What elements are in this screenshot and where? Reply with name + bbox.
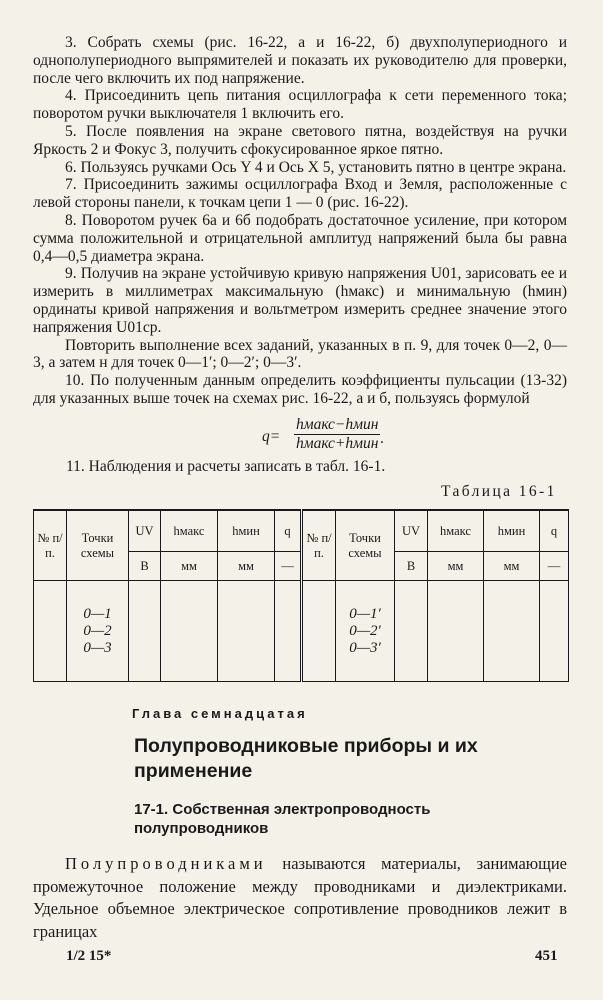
item-10: 10. По полученным данным определить коэффициенты пульсации (13-32) для указанных выше точек на схемах рис. 16-22, а и б, пользуясь формулой: [33, 372, 568, 407]
observation-table: [33, 509, 569, 682]
instruction-list: [33, 34, 567, 408]
body-paragraph: Полупроводниками называются материалы, занимающие промежуточное положение между проводниками и диэлектриками. Удельное объемное электрическое сопротивление проводников лежит в границах: [33, 854, 567, 941]
formula-numerator: hмакс−hмин: [296, 416, 379, 433]
section-title: 17-1. Собственная электропроводность полупроводников: [134, 801, 431, 837]
item-5: 5. После появления на экране светового пятна, воздействуя на ручки Яркость 2 и Фокус 3, получить сфокусированное яркое пятно.: [33, 122, 567, 158]
signature-mark: 1/2 15*: [66, 948, 112, 964]
item-6: 6. Пользуясь ручками Ось Y 4 и Ось X 5, установить пятно в центре экрана.: [65, 158, 567, 176]
term-emphasis: Полупроводниками: [65, 854, 267, 873]
unit-hmin-2: мм: [484, 552, 540, 581]
item-3: 3. Собрать схемы (рис. 16-22, а и 16-22, б) двухполупериодного и однополупериодного выпрямителей и показать их руководителю для проверки, после чего включить их под напряжение.: [33, 34, 568, 87]
item-11: 11. Наблюдения и расчеты записать в табл. 16-1.: [66, 458, 386, 475]
col-points-2: Точки схемы: [336, 510, 395, 581]
col-points: Точки схемы: [67, 510, 129, 581]
unit-uv: В: [129, 552, 161, 581]
unit-hmin: мм: [218, 552, 275, 581]
chapter-title: Полупроводниковые приборы и их применение: [134, 735, 478, 782]
item-9: 9. Получив на экране устойчивую кривую напряжения U01, зарисовать ее и измерить в миллиметрах максимальную (hмакс) и минимальную (hмин) ординаты кривой напряжения и вольтметром измерить среднее значение этого напряжения U01ср.: [33, 265, 567, 336]
points-right: 0—1′ 0—2′ 0—3′: [349, 605, 381, 656]
unit-hmax-2: мм: [428, 552, 484, 581]
points-left: 0—1 0—2 0—3: [83, 605, 112, 656]
col-hmin: hмин: [218, 510, 275, 552]
col-q-2: q: [540, 510, 569, 552]
col-hmax-2: hмакс: [428, 510, 484, 552]
unit-q: —: [275, 552, 302, 581]
col-uv: UV: [129, 510, 161, 552]
item-9-repeat: Повторить выполнение всех заданий, указанных в п. 9, для точек 0—2, 0—3, а затем н для точек 0—1′; 0—2′; 0—3′.: [33, 336, 567, 372]
col-uv-2: UV: [395, 510, 428, 552]
formula-denominator: hмакс+hмин: [296, 435, 379, 452]
col-number-2: № п/п.: [302, 510, 336, 581]
unit-uv-2: В: [395, 552, 428, 581]
table-header-row: [34, 510, 569, 552]
unit-hmax: мм: [161, 552, 218, 581]
formula-lhs: q=: [262, 428, 281, 445]
col-hmin-2: hмин: [484, 510, 540, 552]
formula-fraction: [294, 416, 380, 453]
table-caption: Таблица 16-1: [441, 483, 557, 500]
chapter-label: Глава семнадцатая: [132, 706, 308, 721]
table-row: [34, 581, 569, 682]
item-8: 8. Поворотом ручек 6а и 6б подобрать достаточное усиление, при котором сумма положительной и отрицательной амплитуд напряжений была бы равна 0,4—0,5 диаметра экрана.: [33, 211, 568, 265]
item-7: 7. Присоединить зажимы осциллографа Вход и Земля, расположенные с левой стороны панели, к точкам цепи 1 — 0 (рис. 16-22).: [33, 176, 567, 212]
unit-q-2: —: [540, 552, 569, 581]
col-q: q: [275, 510, 302, 552]
col-hmax: hмакс: [161, 510, 218, 552]
col-number: № п/п.: [34, 510, 67, 581]
ripple-formula: [262, 416, 462, 456]
formula-end: .: [380, 430, 384, 447]
page-number: 451: [535, 948, 558, 964]
item-4: 4. Присоединить цепь питания осциллографа к сети переменного тока; поворотом ручки выключателя 1 включить его.: [33, 87, 567, 123]
